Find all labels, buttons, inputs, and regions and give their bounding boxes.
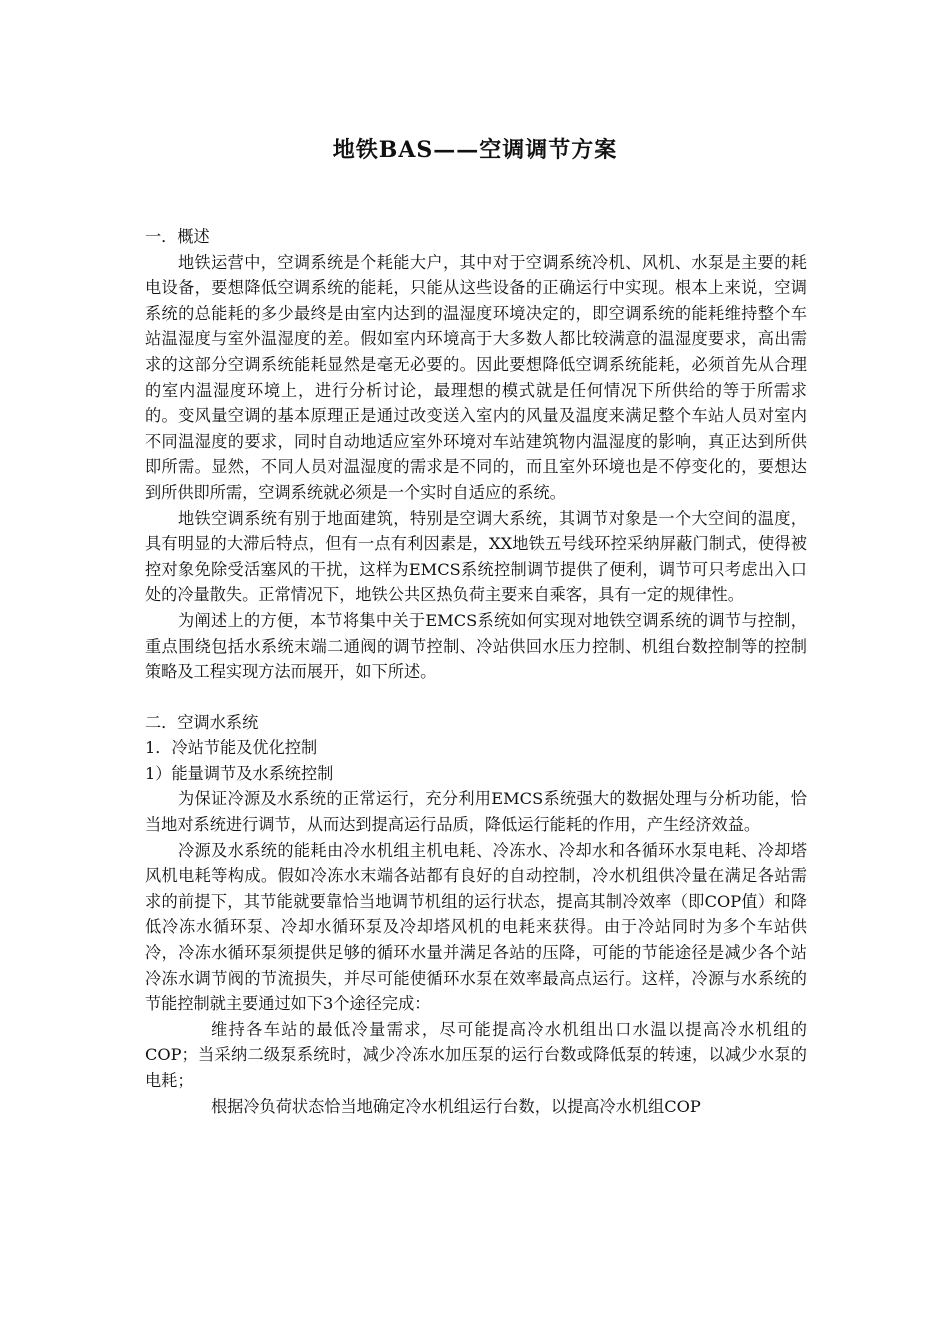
- paragraph: 为保证冷源及水系统的正常运行，充分利用EMCS系统强大的数据处理与分析功能，恰当地对系统进行调节，从而达到提高运行品质，降低运行能耗的作用，产生经济效益。: [145, 789, 807, 835]
- document-title: 地铁BAS——空调调节方案: [332, 137, 618, 163]
- paragraph: 地铁空调系统有别于地面建筑，特别是空调大系统，其调节对象是一个大空间的温度，具有明显的大滞后特点，但有一点有利因素是，XX地铁五号线环控采纳屏蔽门制式，使得被控对象免除受活塞风的干扰，这样为EMCS系统控制调节提供了便利，调节可只考虑出入口处的冷量散失。正常情况下，地铁公共区热负荷主要来自乘客，具有一定的规律性。: [145, 508, 807, 605]
- subheading-cooling-station: 1．冷站节能及优化控制: [145, 738, 318, 758]
- section-spacer: [145, 685, 807, 710]
- list-item-paragraph: 维持各车站的最低冷量需求，尽可能提高冷水机组出口水温以提高冷水机组的COP；当采纳二级泵系统时，减少冷冻水加压泵的运行台数或降低泵的转速，以减少水泵的电耗；: [145, 1019, 807, 1090]
- section-heading-water-system: 二．空调水系统: [145, 712, 259, 732]
- document-body: [145, 224, 807, 1119]
- list-item-paragraph: 根据冷负荷状态恰当地确定冷水机组运行台数，以提高冷水机组COP: [211, 1096, 701, 1116]
- paragraph: 地铁运营中，空调系统是个耗能大户，其中对于空调系统冷机、风机、水泵是主要的耗电设备，要想降低空调系统的能耗，只能从这些设备的正确运行中实现。根本上来说，空调系统的总能耗的多少最终是由室内达到的温湿度环境决定的，即空调系统的能耗维持整个车站温湿度与室外温湿度的差。假如室内环境高于大多数人都比较满意的温湿度要求，高出需求的这部分空调系统能耗显然是毫无必要的。因此要想降低空调系统能耗，必须首先从合理的室内温湿度环境上，进行分析讨论，最理想的模式就是任何情况下所供给的等于所需求的。变风量空调的基本原理正是通过改变送入室内的风量及温度来满足整个车站人员对室内不同温湿度的要求，同时自动地适应室外环境对车站建筑物内温湿度的影响，真正达到所供即所需。显然，不同人员对温湿度的需求是不同的，而且室外环境也是不停变化的，要想达到所供即所需，空调系统就必须是一个实时自适应的系统。: [145, 252, 807, 502]
- subheading-energy-regulation: 1）能量调节及水系统控制: [145, 763, 334, 783]
- section-heading-overview: 一．概述: [145, 227, 210, 246]
- paragraph: 冷源及水系统的能耗由冷水机组主机电耗、冷冻水、冷却水和各循环水泵电耗、冷却塔风机电耗等构成。假如冷冻水末端各站都有良好的自动控制，冷水机组供冷量在满足各站需求的前提下，其节能就要靠恰当地调节机组的运行状态，提高其制冷效率（即COP值）和降低冷冻水循环泵、冷却水循环泵及冷却塔风机的电耗来获得。由于冷站同时为多个车站供冷，冷冻水循环泵须提供足够的循环水量并满足各站的压降，可能的节能途径是减少各个站冷冻水调节阀的节流损失，并尽可能使循环水泵在效率最高点运行。这样，冷源与水系统的节能控制就主要通过如下3个途径完成：: [145, 840, 807, 1014]
- paragraph: 为阐述上的方便，本节将集中关于EMCS系统如何实现对地铁空调系统的调节与控制，重点围绕包括水系统末端二通阀的调节控制、冷站供回水压力控制、机组台数控制等的控制策略及工程实现方法而展开，如下所述。: [145, 610, 807, 682]
